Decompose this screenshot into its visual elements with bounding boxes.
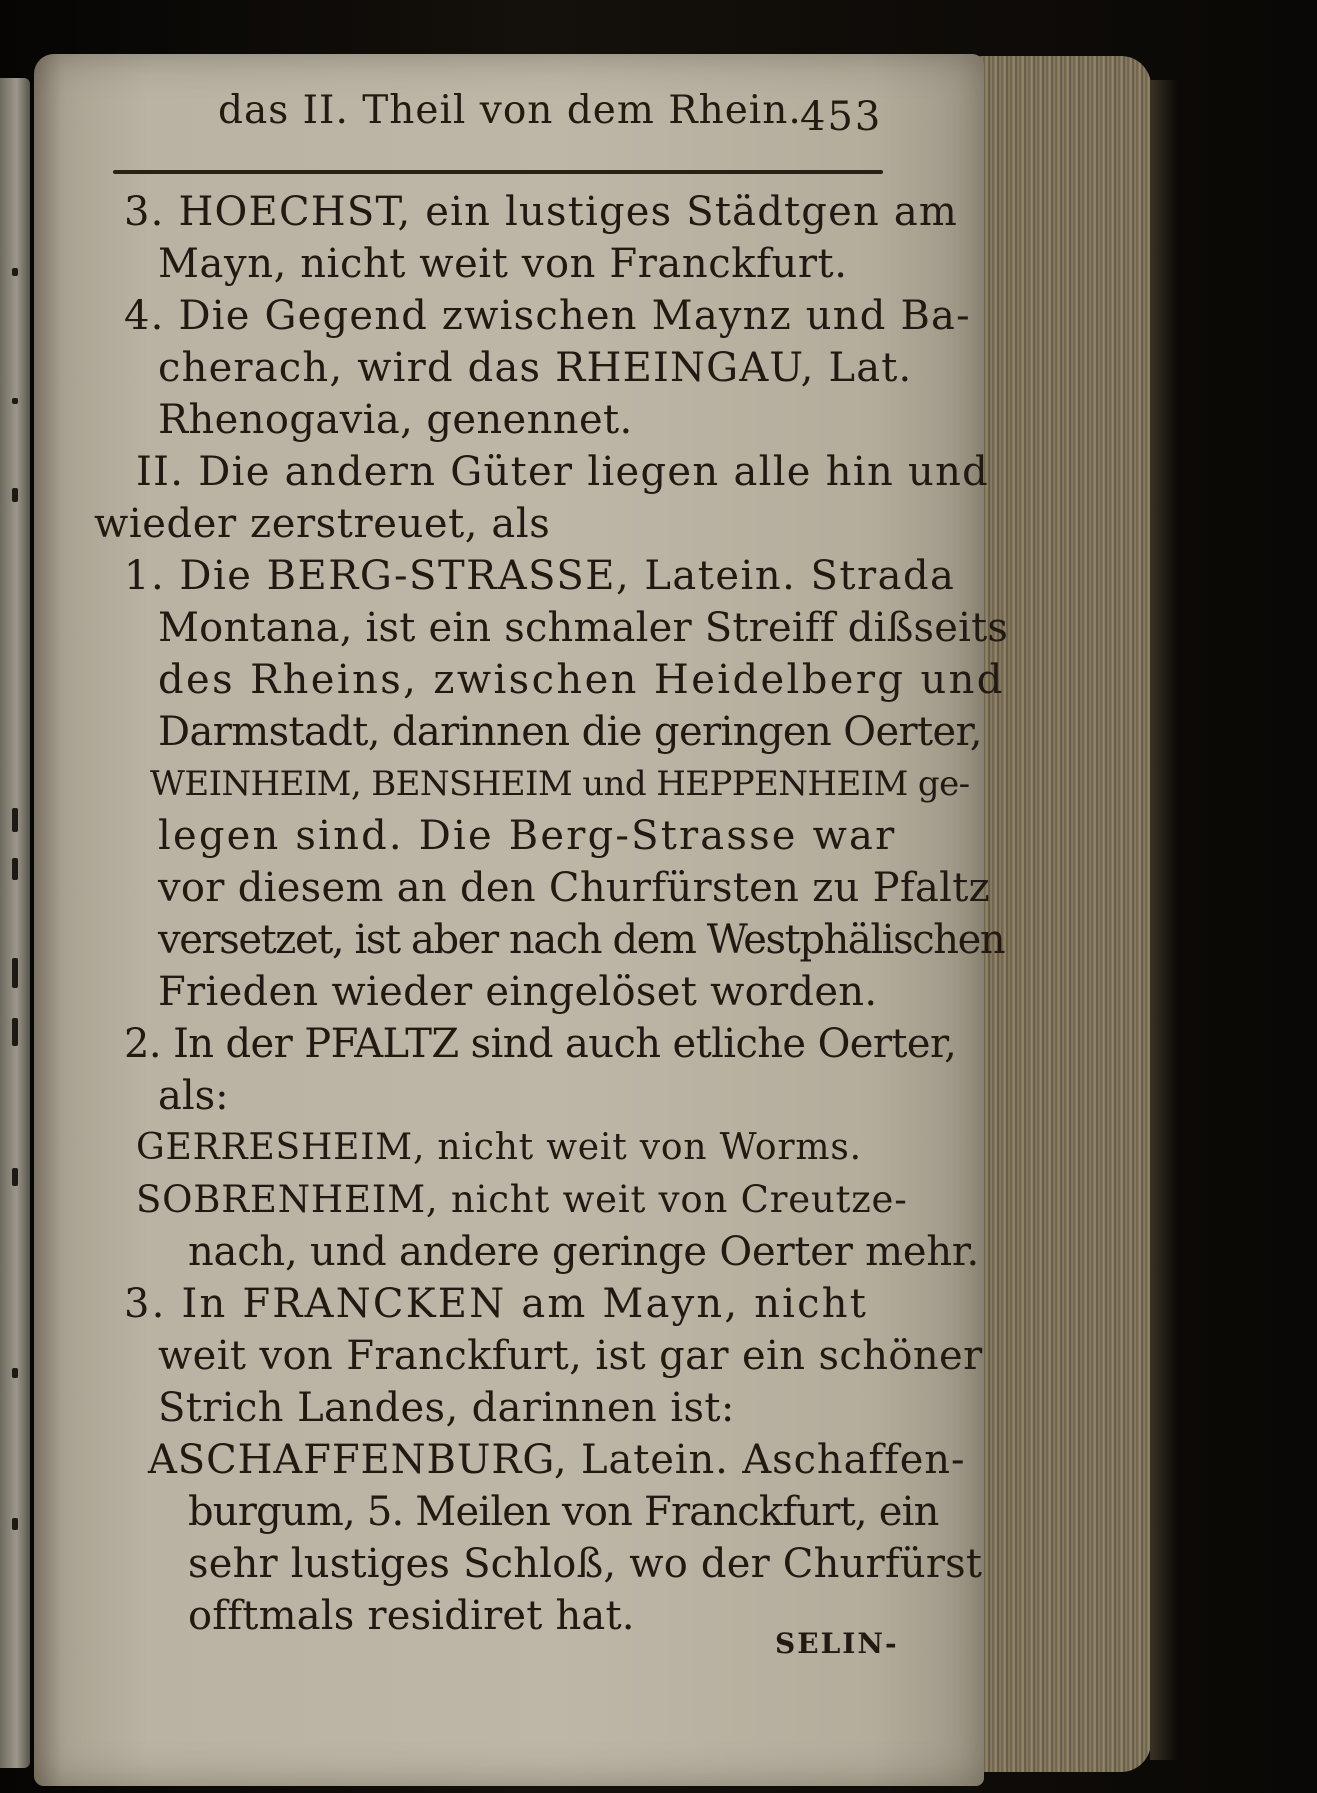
page-block-edges — [975, 56, 1151, 1772]
text-line: vor diesem an den Churfürsten zu Pfaltz — [158, 865, 990, 911]
text-line: GERRESHEIM, nicht weit von Worms. — [136, 1127, 862, 1168]
ink-mark — [12, 808, 18, 832]
ink-mark — [12, 1168, 18, 1186]
ink-mark — [12, 1018, 18, 1046]
page-number: 453 — [800, 94, 883, 140]
text-line: burgum, 5. Meilen von Franckfurt, ein — [188, 1489, 939, 1535]
ink-mark — [12, 958, 18, 988]
text-line: 3. HOECHST, ein lustiges Städtgen am — [124, 189, 959, 235]
ink-mark — [12, 398, 18, 404]
text-line: Montana, ist ein schmaler Streiff dißseits — [158, 605, 1009, 651]
text-line: offtmals residiret hat. — [188, 1593, 635, 1639]
text-line: weit von Franckfurt, ist gar ein schöner — [158, 1333, 983, 1379]
running-title: das II. Theil von dem Rhein. — [218, 88, 802, 133]
text-line: versetzet, ist aber nach dem Westphälischen — [158, 917, 1005, 963]
text-line: nach, und andere geringe Oerter mehr. — [188, 1229, 979, 1275]
text-line: als: — [158, 1073, 229, 1119]
text-line: ASCHAFFENBURG, Latein. Aschaffen- — [148, 1437, 966, 1483]
ink-mark — [12, 858, 18, 880]
text-line: Strich Landes, darinnen ist: — [158, 1385, 735, 1431]
previous-page-edge — [0, 78, 30, 1768]
header-rule — [113, 170, 883, 174]
text-line: 3. In FRANCKEN am Mayn, nicht — [124, 1281, 868, 1327]
text-line: 1. Die BERG-STRASSE, Latein. Strada — [124, 553, 956, 599]
ink-mark — [12, 1518, 18, 1530]
text-line: cherach, wird das RHEINGAU, Lat. — [158, 345, 913, 391]
text-line: Mayn, nicht weit von Franckfurt. — [158, 241, 848, 287]
book-shadow — [1150, 80, 1178, 1760]
text-line: 4. Die Gegend zwischen Maynz und Ba- — [124, 293, 971, 339]
ink-mark — [12, 1368, 18, 1378]
text-line: legen sind. Die Berg-Strasse war — [158, 813, 897, 859]
ink-mark — [12, 268, 18, 276]
text-line: WEINHEIM, BENSHEIM und HEPPENHEIM ge- — [150, 764, 970, 804]
text-line: Rhenogavia, genennet. — [158, 397, 633, 443]
text-line: 2. In der PFALTZ sind auch etliche Oerter, — [124, 1021, 957, 1067]
text-line: SOBRENHEIM, nicht weit von Creutze- — [136, 1178, 908, 1221]
text-line: wieder zerstreuet, als — [94, 501, 551, 547]
ink-mark — [12, 488, 18, 502]
text-line: des Rheins, zwischen Heidelberg und — [158, 657, 1005, 703]
text-line: II. Die andern Güter liegen alle hin und — [136, 449, 990, 495]
text-line: sehr lustiges Schloß, wo der Churfürst — [188, 1541, 983, 1587]
text-line: Darmstadt, darinnen die geringen Oerter, — [158, 709, 982, 755]
catchword: SELIN- — [775, 1627, 899, 1660]
text-line: Frieden wieder eingelöset worden. — [158, 969, 878, 1015]
